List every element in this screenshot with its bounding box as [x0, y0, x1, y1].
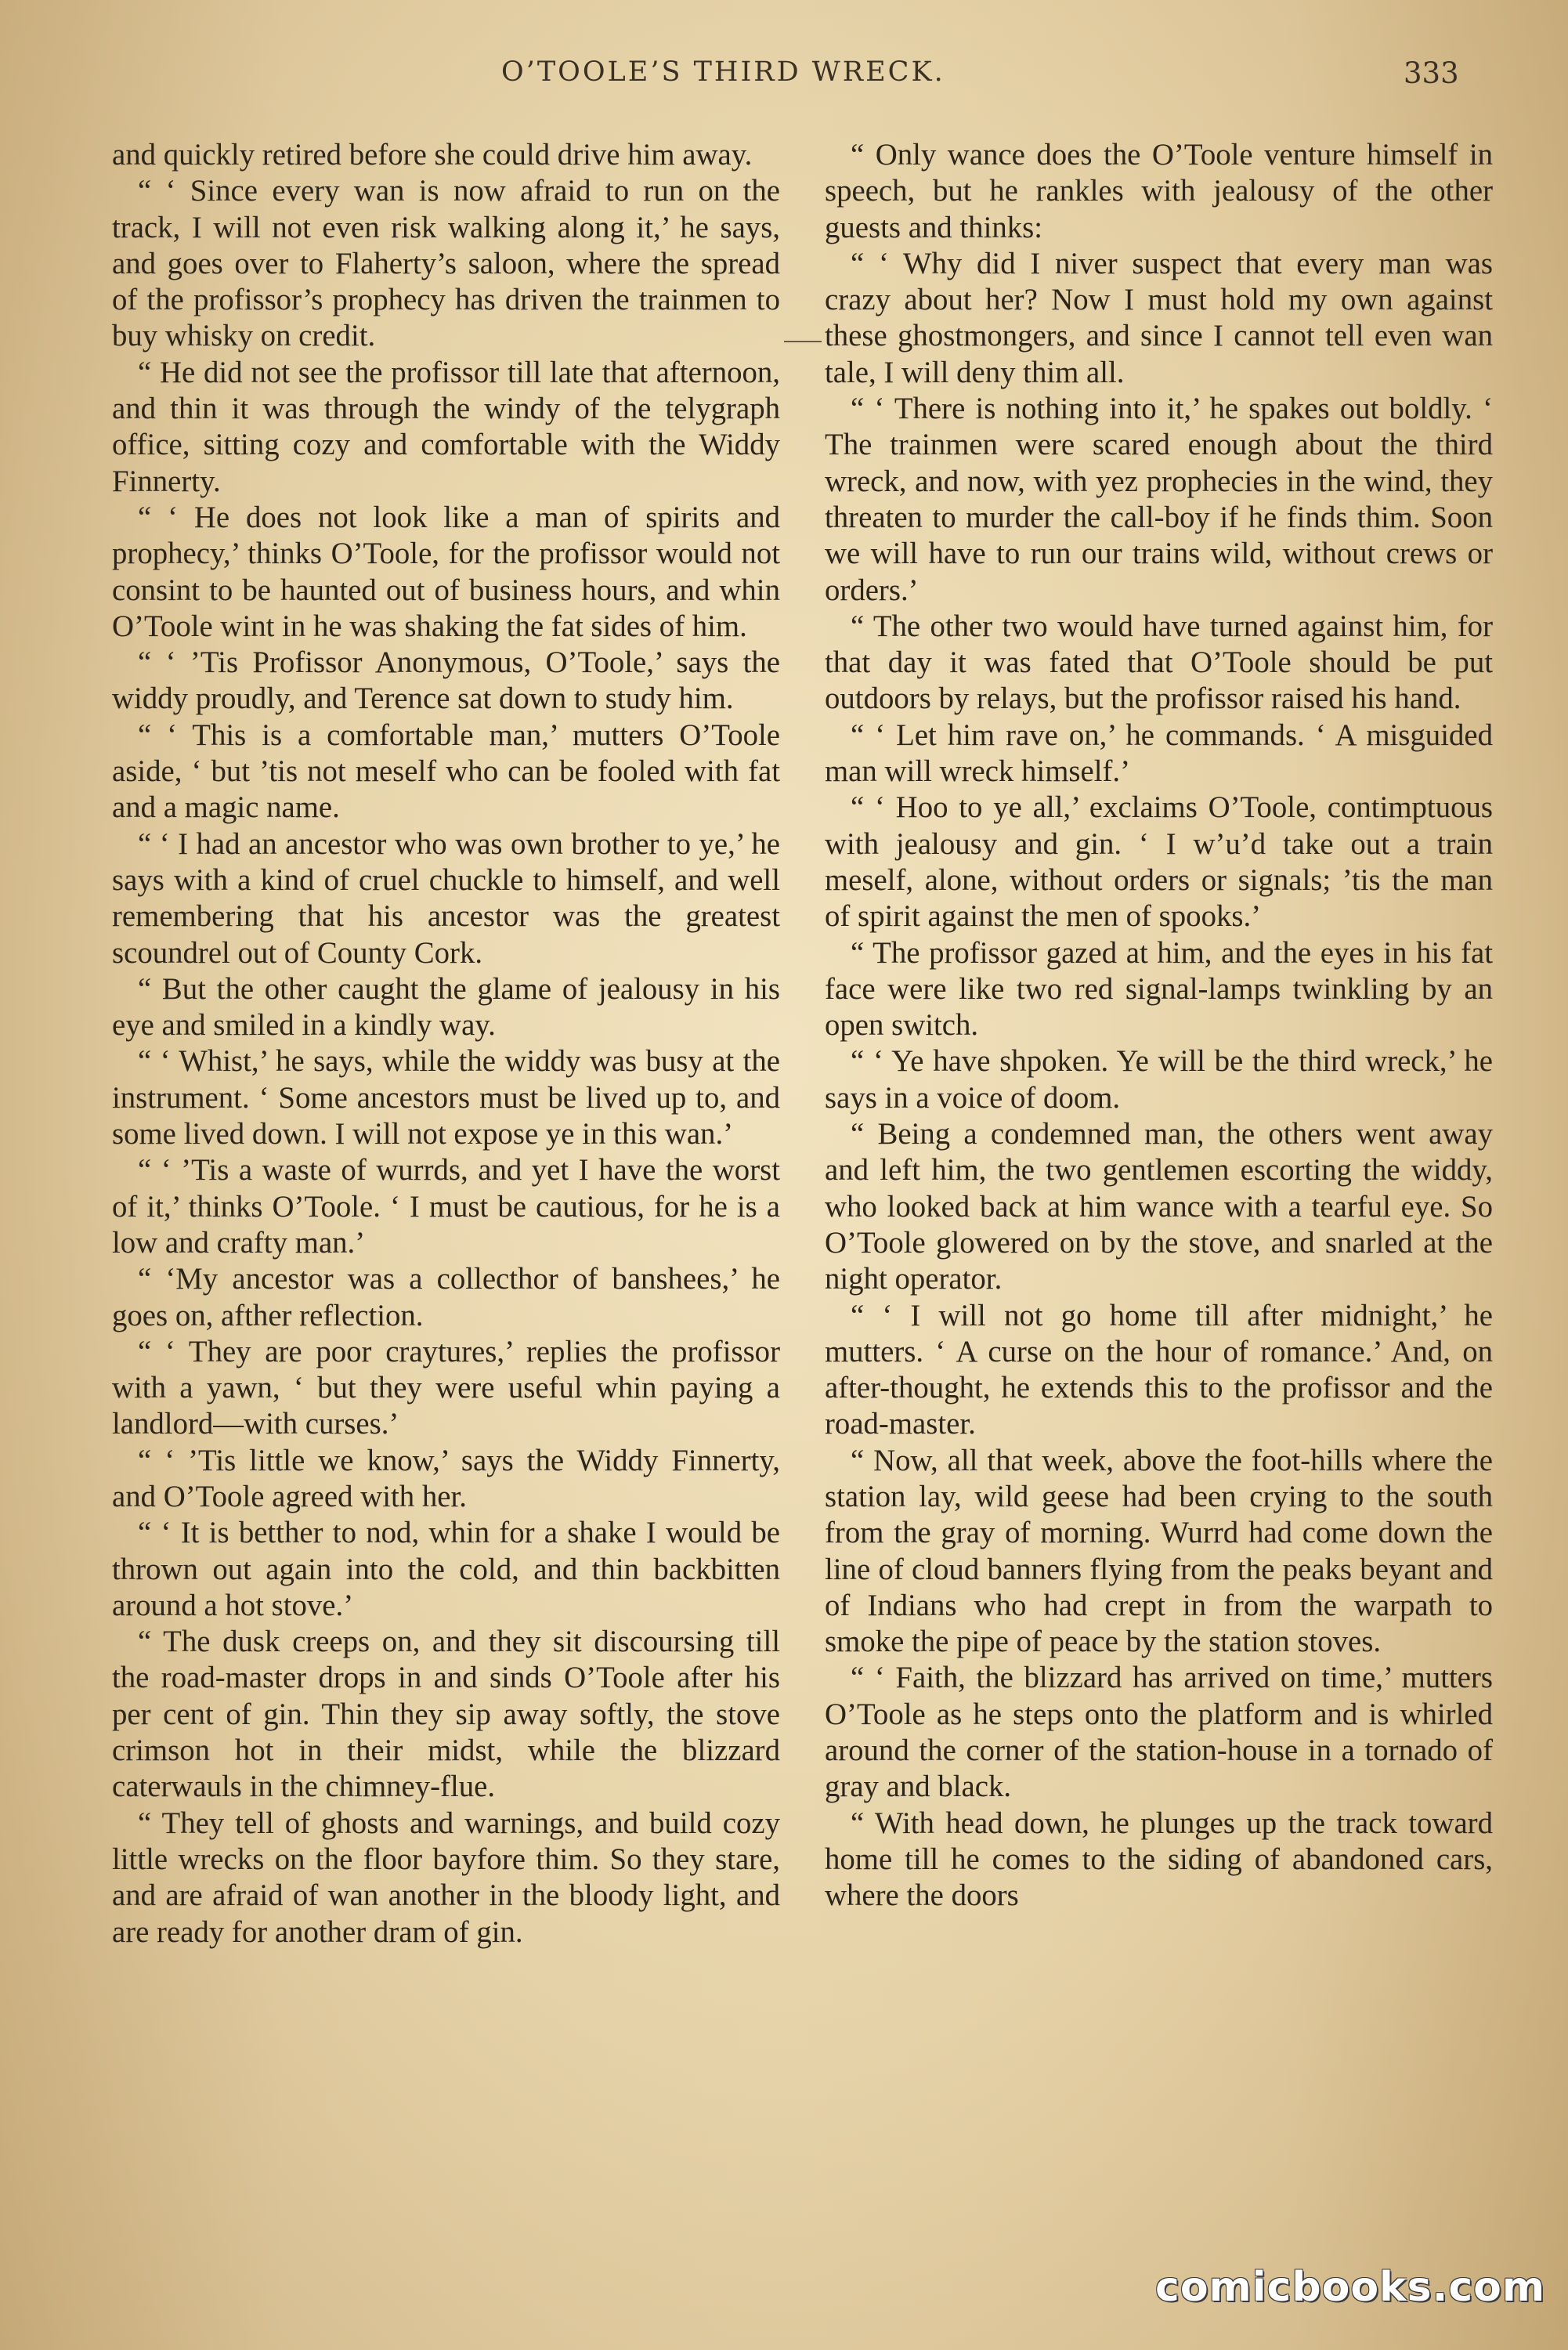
paragraph: “ ‘ Why did I niver suspect that every man was crazy about her? Now I must hold my own against these ghostmongers, and since I cannot tell even wan tale, I will deny thim all.	[825, 246, 1493, 389]
left-column	[112, 137, 780, 1950]
paragraph: “ ‘My ancestor was a collecthor of banshees,’ he goes on, afther reflection.	[112, 1262, 780, 1332]
paragraph: “ But the other caught the glame of jealousy in his eye and smiled in a kindly way.	[112, 971, 780, 1043]
paragraph: “ ‘ I had an ancestor who was own brother to ye,’ he says with a kind of cruel chuckle to himself, and well remembering that his ancestor was the greatest scoundrel out of County Cork.	[112, 826, 780, 970]
watermark: comicbooks.com	[1155, 2264, 1546, 2311]
paragraph: “ ‘ I will not go home till after midnight,’ he mutters. ‘ A curse on the hour of romance.’ And, on after-thought, he extends this to the profissor and the road-master.	[825, 1298, 1493, 1441]
paragraph: “ ‘ ’Tis Profissor Anonymous, O’Toole,’ says the widdy proudly, and Terence sat down to study him.	[112, 645, 780, 716]
paragraph: “ ‘ It is betther to nod, whin for a shake I would be thrown out again into the cold, and thin backbitten around a hot stove.’	[112, 1516, 780, 1622]
paragraph: “ The dusk creeps on, and they sit discoursing till the road-master drops in and sinds O’Toole after his per cent of gin. Thin they sip away softly, the stove crimson hot in their midst, while the blizzard caterwauls in the chimney-flue.	[112, 1625, 780, 1804]
paragraph: “ ‘ They are poor craytures,’ replies the profissor with a yawn, ‘ but they were useful whin paying a landlord—with curses.’	[112, 1334, 780, 1441]
paragraph: “ ‘ ’Tis a waste of wurrds, and yet I have the worst of it,’ thinks O’Toole. ‘ I must be cautious, for he is a low and crafty man.’	[112, 1153, 780, 1260]
paragraph: “ ‘ There is nothing into it,’ he spakes out boldly. ‘ The trainmen were scared enough about the third wreck, and now, with yez prophecies in the wind, they threaten to murder the call-boy if he finds thim. Soon we will have to run our trains wild, without crews or orders.’	[825, 392, 1493, 607]
paragraph: “ The other two would have turned against him, for that day it was fated that O’Toole should be put outdoors by relays, but the profissor raised his hand.	[825, 609, 1493, 716]
paragraph: “ ‘ Whist,’ he says, while the widdy was busy at the instrument. ‘ Some ancestors must be lived up to, and some lived down. I will not expose ye in this wan.’	[112, 1044, 780, 1152]
paragraph: “ Only wance does the O’Toole venture himself in speech, but he rankles with jealousy of the other guests and thinks:	[825, 138, 1493, 244]
paragraph: “ ‘ Since every wan is now afraid to run on the track, I will not even risk walking along it,’ he says, and goes over to Flaherty’s saloon, where the spread of the profissor’s prophecy has driven the trainmen to buy whisky on credit.	[112, 174, 780, 353]
paragraph: “ ‘ Faith, the blizzard has arrived on time,’ mutters O’Toole as he steps onto the platform and is whirled around the corner of the station-house in a tornado of gray and black.	[825, 1661, 1493, 1804]
paragraph: “ ‘ This is a comfortable man,’ mutters O’Toole aside, ‘ but ’tis not meself who can be fooled with fat and a magic name.	[112, 718, 780, 825]
page-number: 333	[1404, 56, 1459, 90]
paragraph: “ ‘ Ye have shpoken. Ye will be the third wreck,’ he says in a voice of doom.	[825, 1044, 1493, 1115]
paragraph: “ With head down, he plunges up the track toward home till he comes to the siding of abandoned cars, where the doors	[825, 1806, 1493, 1913]
paragraph: “ Being a condemned man, the others went away and left him, the two gentlemen escorting the widdy, who looked back at him wance with a tearful eye. So O’Toole glowered on by the stove, and snarled at the night operator.	[825, 1117, 1493, 1296]
paragraph: “ ‘ ’Tis little we know,’ says the Widdy Finnerty, and O’Toole agreed with her.	[112, 1443, 780, 1513]
running-title: O’TOOLE’S THIRD WRECK.	[501, 56, 945, 88]
paragraph: “ ‘ Let him rave on,’ he commands. ‘ A misguided man will wreck himself.’	[825, 718, 1493, 789]
paragraph: “ Now, all that week, above the foot-hills where the station lay, wild geese had been crying to the south from the gray of morning. Wurrd had come down the line of cloud banners flying from the peaks beyant and of Indians who had crept in from the warpath to smoke the pipe of peace by the station stoves.	[825, 1443, 1493, 1659]
paragraph: “ ‘ Hoo to ye all,’ exclaims O’Toole, contimptuous with jealousy and gin. ‘ I w’u’d take out a train meself, alone, without orders or signals; ’tis the man of spirit against the men of spooks.’	[825, 790, 1493, 934]
paragraph: and quickly retired before she could drive him away.	[112, 138, 753, 172]
running-header	[0, 56, 1568, 103]
paragraph: “ ‘ He does not look like a man of spirits and prophecy,’ thinks O’Toole, for the profissor would not consint to be haunted out of business hours, and whin O’Toole wint in he was shaking the fat sides of him.	[112, 500, 780, 643]
paragraph: “ He did not see the profissor till late that afternoon, and thin it was through the windy of the telygraph office, sitting cozy and comfortable with the Widdy Finnerty.	[112, 355, 780, 498]
column-divider-mark	[784, 341, 822, 342]
right-column	[825, 137, 1493, 1914]
paragraph: “ The profissor gazed at him, and the eyes in his fat face were like two red signal-lamps twinkling by an open switch.	[825, 935, 1493, 1043]
paragraph: “ They tell of ghosts and warnings, and build cozy little wrecks on the floor bayfore thim. So they stare, and are afraid of wan another in the bloody light, and are ready for another dram of gin.	[112, 1806, 780, 1949]
